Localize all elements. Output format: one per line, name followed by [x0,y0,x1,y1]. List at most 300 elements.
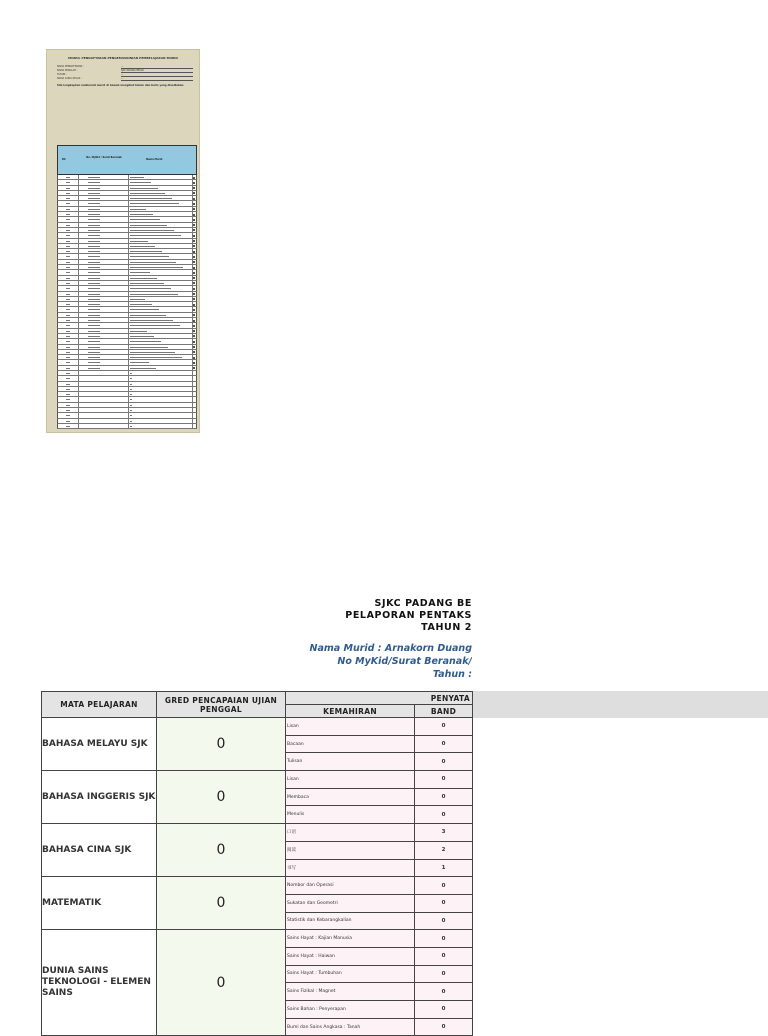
thumbnail-scribble [130,198,172,199]
registration-sheet-thumbnail [46,49,200,433]
skill-band: 0 [415,965,473,983]
subject-name: DUNIA SAINS TEKNOLOGI - ELEMEN SAINS [42,930,157,1036]
thumbnail-scribble [130,294,178,295]
info-label: TAHUN : [57,73,67,76]
thumbnail-cell [78,254,129,258]
thumbnail-scribble [130,362,149,363]
thumbnail-scribble [66,410,70,411]
thumbnail-scribble [66,299,70,300]
thumbnail-scribble [88,357,100,358]
subject-skill-row [42,930,473,948]
skill-name: Sains Fizikal : Magnet [286,983,415,1001]
thumbnail-scribble [130,188,158,189]
thumbnail-scribble [130,182,151,183]
mykid-line: No MyKid/Surat Beranak/ [337,656,472,667]
thumbnail-scribble [88,235,100,236]
subject-grade: 0 [157,877,286,930]
thumbnail-scribble [130,288,171,289]
thumbnail-scribble [193,192,195,194]
thumbnail-scribble [193,208,195,210]
thumbnail-scribble [193,341,195,343]
thumbnail-scribble [88,309,100,310]
thumbnail-scribble [193,187,195,189]
thumbnail-scribble [88,299,100,300]
thumbnail-scribble [193,229,195,231]
thumbnail-scribble [193,240,195,242]
thumbnail-scribble [88,241,100,242]
thumbnail-scribble [88,331,100,332]
thumbnail-scribble [66,399,70,400]
thumbnail-cell [128,413,193,417]
thumbnail-scribble [88,283,100,284]
thumbnail-cell [78,180,129,184]
thumbnail-scribble [88,188,100,189]
thumbnail-cell [128,403,193,407]
thumbnail-scribble [66,415,70,416]
thumbnail-scribble [88,214,100,215]
thumbnail-header-name: Nama Murid [146,158,163,161]
thumbnail-scribble [66,214,70,215]
thumbnail-scribble [88,203,100,204]
thumbnail-cell [78,387,129,391]
thumbnail-scribble [193,330,195,332]
thumbnail-scribble [130,256,169,257]
header-grey-band [472,691,768,718]
thumbnail-scribble [66,256,70,257]
thumbnail-scribble [88,288,100,289]
thumbnail-scribble [130,389,132,390]
skill-band: 0 [415,1018,473,1036]
thumbnail-scribble [130,421,132,422]
header-skill: KEMAHIRAN [286,705,415,718]
skill-name: Nombor dan Operasi [286,877,415,895]
thumbnail-scribble [88,230,100,231]
thumbnail-header-mykid: No. MyKid / Surat Beranak [86,156,122,159]
thumbnail-cell [78,318,129,322]
skill-band: 0 [415,771,473,789]
thumbnail-scribble [193,320,195,322]
thumbnail-scribble [66,373,70,374]
skill-name: Membaca [286,788,415,806]
thumbnail-title: MODUL PENDAFTARAN PENGEMASKINIAN PEMBELAJARAN MURID [68,56,178,60]
thumbnail-scribble [130,426,132,427]
thumbnail-cell [78,355,129,359]
report-title: PELAPORAN PENTAKS [345,610,472,621]
thumbnail-scribble [193,357,195,359]
skill-band: 0 [415,788,473,806]
thumbnail-scribble [88,246,100,247]
thumbnail-scribble [88,294,100,295]
thumbnail-row [57,424,197,429]
thumbnail-cell [78,191,129,195]
thumbnail-scribble [66,235,70,236]
thumbnail-cell [78,233,129,237]
thumbnail-scribble [130,399,132,400]
thumbnail-scribble [66,294,70,295]
thumbnail-cell [78,212,129,216]
skill-band: 0 [415,947,473,965]
subject-skill-row [42,771,473,789]
thumbnail-scribble [193,272,195,274]
thumbnail-cell [128,419,193,423]
thumbnail-info [57,65,197,81]
thumbnail-scribble [193,351,195,353]
skill-band: 2 [415,841,473,859]
skill-band: 0 [415,877,473,895]
thumbnail-scribble [193,219,195,221]
thumbnail-cell [78,265,129,269]
thumbnail-table-header [57,145,197,175]
thumbnail-scribble [66,283,70,284]
thumbnail-note: Sila lengkapkan maklumat murid di bawah mengikut kolum dan baris yang disediakan. [57,84,185,87]
thumbnail-scribble [193,245,195,247]
thumbnail-cell [78,376,129,380]
thumbnail-scribble [130,331,147,332]
subject-name: BAHASA INGGERIS SJK [42,771,157,824]
thumbnail-cell [78,186,129,190]
thumbnail-header-bil: Bil [62,158,66,161]
thumbnail-cell [78,339,129,343]
thumbnail-scribble [66,320,70,321]
thumbnail-scribble [130,225,167,226]
thumbnail-scribble [130,341,161,342]
thumbnail-cell [128,371,193,375]
thumbnail-scribble [66,426,70,427]
thumbnail-cell [78,397,129,401]
thumbnail-scribble [88,304,100,305]
thumbnail-cell [78,313,129,317]
subject-grade: 0 [157,930,286,1036]
thumbnail-scribble [88,225,100,226]
thumbnail-scribble [66,325,70,326]
thumbnail-scribble [130,203,179,204]
thumbnail-scribble [130,357,182,358]
skill-band: 1 [415,859,473,877]
thumbnail-cell [128,382,193,386]
report-header [0,598,472,634]
thumbnail-scribble [88,362,100,363]
thumbnail-scribble [193,293,195,295]
thumbnail-scribble [88,352,100,353]
thumbnail-scribble [66,384,70,385]
skill-band: 0 [415,1001,473,1019]
thumbnail-cell [78,360,129,364]
thumbnail-scribble [130,230,174,231]
thumbnail-scribble [130,209,146,210]
thumbnail-cell [78,302,129,306]
school-name: SJKC PADANG BE [374,598,472,609]
thumbnail-scribble [130,251,162,252]
thumbnail-scribble [88,182,100,183]
thumbnail-scribble [130,193,165,194]
subject-skill-row [42,877,473,895]
thumbnail-scribble [193,325,195,327]
thumbnail-scribble [66,331,70,332]
thumbnail-scribble [88,272,100,273]
thumbnail-scribble [193,256,195,258]
thumbnail-scribble [88,267,100,268]
thumbnail-cell [128,397,193,401]
thumbnail-scribble [130,336,154,337]
thumbnail-cell [78,329,129,333]
thumbnail-scribble [130,299,145,300]
thumbnail-scribble [88,209,100,210]
thumbnail-cell [78,350,129,354]
subject-name: BAHASA MELAYU SJK [42,718,157,771]
skill-band: 0 [415,753,473,771]
thumbnail-scribble [130,415,132,416]
thumbnail-scribble [88,251,100,252]
thumbnail-scribble [66,262,70,263]
thumbnail-scribble [193,288,195,290]
thumbnail-scribble [66,421,70,422]
thumbnail-scribble [66,304,70,305]
thumbnail-cell [128,376,193,380]
thumbnail-scribble [66,315,70,316]
thumbnail-scribble [66,198,70,199]
thumbnail-scribble [130,283,164,284]
thumbnail-cell [78,239,129,243]
skill-band: 0 [415,894,473,912]
info-value: — [121,65,193,69]
thumbnail-cell [78,292,129,296]
thumbnail-rows [57,175,197,429]
skill-name: Sukatan dan Geometri [286,894,415,912]
thumbnail-scribble [66,336,70,337]
thumbnail-scribble [193,346,195,348]
thumbnail-scribble [66,357,70,358]
thumbnail-cell [78,270,129,274]
thumbnail-cell [78,244,129,248]
thumbnail-scribble [88,278,100,279]
thumbnail-scribble [130,235,181,236]
thumbnail-scribble [130,267,183,268]
thumbnail-scribble [193,177,195,179]
skill-name: Sains Bahan : Penyerapan [286,1001,415,1019]
thumbnail-scribble [66,219,70,220]
thumbnail-cell [78,228,129,232]
skill-band: 0 [415,983,473,1001]
thumbnail-cell [128,424,193,428]
thumbnail-scribble [130,309,159,310]
assessment-table [41,691,473,1036]
thumbnail-scribble [88,336,100,337]
thumbnail-scribble [66,209,70,210]
thumbnail-cell [78,260,129,264]
header-grade: GRED PENCAPAIAN UJIAN PENGGAL [157,692,286,718]
thumbnail-cell [78,175,129,179]
thumbnail-scribble [130,378,132,379]
thumbnail-cell [78,201,129,205]
thumbnail-scribble [193,314,195,316]
info-value: — [121,73,193,77]
thumbnail-scribble [88,347,100,348]
thumbnail-scribble [88,256,100,257]
thumbnail-cell [128,387,193,391]
thumbnail-scribble [193,224,195,226]
subject-skill-row [42,718,473,736]
skill-name: Lisan [286,771,415,789]
thumbnail-scribble [88,341,100,342]
thumbnail-scribble [193,198,195,200]
thumbnail-scribble [130,262,176,263]
thumbnail-scribble [130,241,148,242]
thumbnail-scribble [66,368,70,369]
thumbnail-scribble [193,235,195,237]
thumbnail-scribble [88,219,100,220]
thumbnail-scribble [66,378,70,379]
thumbnail-cell [78,424,129,428]
thumbnail-scribble [88,198,100,199]
skill-band: 0 [415,930,473,948]
thumbnail-cell [78,196,129,200]
thumbnail-cell [78,371,129,375]
thumbnail-scribble [66,394,70,395]
thumbnail-scribble [88,368,100,369]
info-label: NAMA SEKOLAH : [57,69,78,72]
subject-grade: 0 [157,824,286,877]
skill-name: Lisan [286,718,415,736]
thumbnail-cell [78,223,129,227]
tahun-line: Tahun : [432,669,472,680]
subject-name: MATEMATIK [42,877,157,930]
thumbnail-scribble [66,389,70,390]
thumbnail-scribble [193,298,195,300]
thumbnail-scribble [130,325,180,326]
skill-band: 0 [415,912,473,930]
header-statement: PENYATA [286,692,473,705]
thumbnail-scribble [130,177,144,178]
thumbnail-scribble [66,352,70,353]
info-value: SJKC PADANG BESAR [121,69,193,73]
thumbnail-scribble [66,193,70,194]
thumbnail-scribble [130,315,166,316]
info-label: NAMA PENDAFTARAN : [57,65,84,68]
skill-name: Sains Hayat : Haiwan [286,947,415,965]
thumbnail-cell [128,392,193,396]
skill-name: Sains Hayat : Kajian Manusia [286,930,415,948]
thumbnail-scribble [130,410,132,411]
skill-name: Menulis [286,806,415,824]
thumbnail-scribble [66,272,70,273]
skill-name: Sains Hayat : Tumbuhan [286,965,415,983]
thumbnail-cell [78,419,129,423]
thumbnail-scribble [66,288,70,289]
skill-name: 阅读 [286,841,415,859]
skill-band: 0 [415,735,473,753]
thumbnail-cell [78,366,129,370]
info-label: NAMA GURU KELAS : [57,77,82,80]
thumbnail-cell [78,307,129,311]
thumbnail-scribble [130,246,155,247]
thumbnail-scribble [130,405,132,406]
thumbnail-cell [78,382,129,386]
thumbnail-cell [78,403,129,407]
student-name: Nama Murid : Arnakorn Duang [309,643,472,654]
subject-skill-row [42,824,473,842]
thumbnail-scribble [130,278,157,279]
year-line: TAHUN 2 [421,622,472,633]
thumbnail-scribble [130,219,160,220]
subject-name: BAHASA CINA SJK [42,824,157,877]
thumbnail-scribble [66,177,70,178]
student-info [0,642,472,681]
header-subject: MATA PELAJARAN [42,692,157,718]
thumbnail-cell [78,334,129,338]
skill-band: 0 [415,806,473,824]
thumbnail-scribble [193,251,195,253]
thumbnail-scribble [66,251,70,252]
thumbnail-info-row [57,77,197,81]
thumbnail-scribble [130,272,150,273]
thumbnail-cell [78,281,129,285]
header-band: BAND [415,705,473,718]
thumbnail-scribble [88,177,100,178]
thumbnail-scribble [193,182,195,184]
thumbnail-scribble [88,193,100,194]
thumbnail-cell [128,408,193,412]
thumbnail-scribble [193,267,195,269]
thumbnail-scribble [66,225,70,226]
subject-grade: 0 [157,771,286,824]
info-value: — [121,77,193,81]
thumbnail-scribble [88,262,100,263]
thumbnail-cell [78,249,129,253]
skill-band: 0 [415,718,473,736]
thumbnail-scribble [130,304,152,305]
thumbnail-scribble [88,320,100,321]
thumbnail-scribble [66,347,70,348]
thumbnail-cell [78,413,129,417]
subject-grade: 0 [157,718,286,771]
thumbnail-scribble [193,304,195,306]
thumbnail-scribble [66,246,70,247]
thumbnail-cell [78,207,129,211]
skill-name: Tulisan [286,753,415,771]
thumbnail-scribble [193,309,195,311]
thumbnail-scribble [193,214,195,216]
thumbnail-cell [78,323,129,327]
skill-name: 书写 [286,859,415,877]
thumbnail-cell [78,392,129,396]
thumbnail-scribble [193,277,195,279]
thumbnail-scribble [130,352,175,353]
skill-band: 3 [415,824,473,842]
thumbnail-cell [78,345,129,349]
thumbnail-scribble [193,282,195,284]
thumbnail-scribble [193,261,195,263]
thumbnail-cell [78,297,129,301]
thumbnail-cell [78,217,129,221]
thumbnail-scribble [66,203,70,204]
thumbnail-scribble [193,335,195,337]
thumbnail-scribble [130,347,168,348]
thumbnail-scribble [88,325,100,326]
thumbnail-scribble [130,394,132,395]
thumbnail-scribble [130,373,132,374]
thumbnail-cell [78,276,129,280]
thumbnail-scribble [130,384,132,385]
thumbnail-scribble [66,230,70,231]
skill-name: Bacaan [286,735,415,753]
thumbnail-scribble [130,320,173,321]
thumbnail-scribble [66,405,70,406]
thumbnail-scribble [193,203,195,205]
skill-name: Statistik dan Kebarangkalian [286,912,415,930]
thumbnail-scribble [193,362,195,364]
thumbnail-scribble [193,367,195,369]
thumbnail-scribble [66,278,70,279]
